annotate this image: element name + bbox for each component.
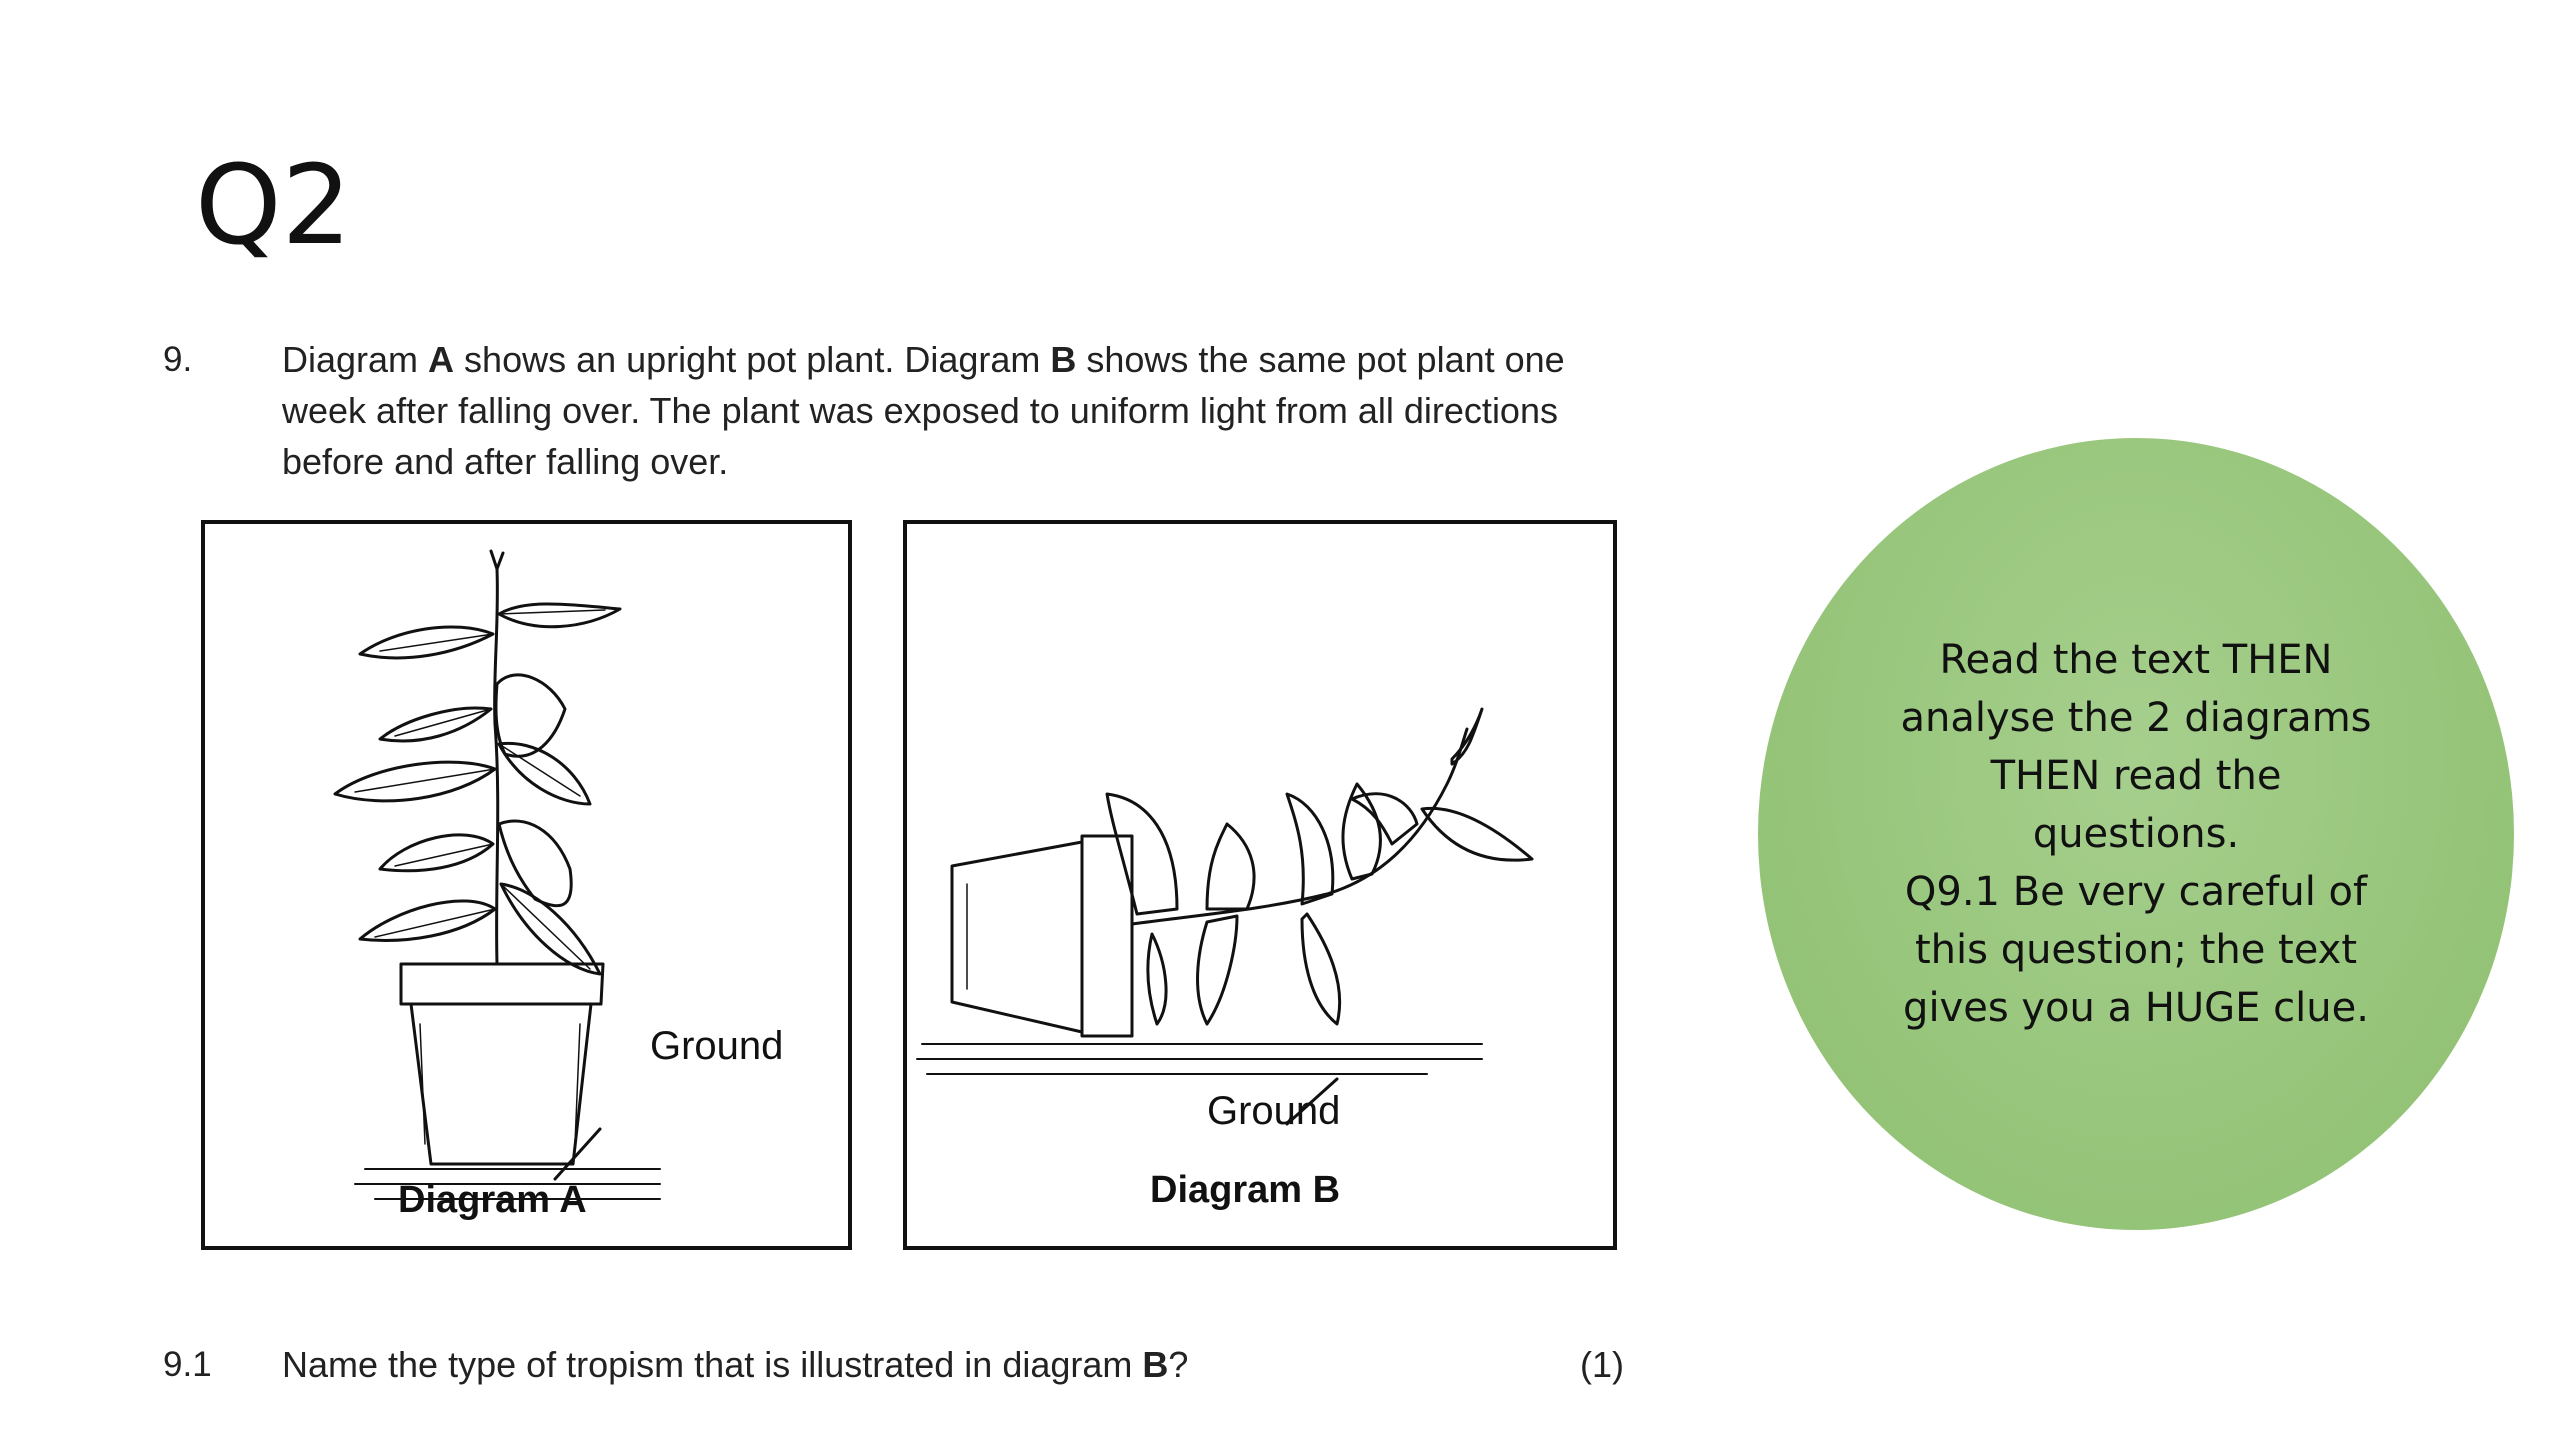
diagram-b-frame — [903, 520, 1617, 1250]
diagram-a-frame — [201, 520, 852, 1250]
question-text-bold-b: B — [1050, 339, 1077, 380]
subquestion-marks: (1) — [1580, 1344, 1624, 1385]
tip-line-2: Q9.1 Be very careful of this question; the text gives you a HUGE clue. — [1903, 869, 2369, 1031]
upright-plant-illustration — [205, 524, 848, 1246]
diagram-b-ground-label: Ground — [1207, 1089, 1341, 1133]
question-text-part: shows the same pot plant one week after falling over. The plant was exposed to uniform light from all directions before and after falling over. — [282, 339, 1565, 482]
diagram-a-caption: Diagram A — [398, 1179, 587, 1221]
tip-line-1: Read the text THEN analyse the 2 diagrams THEN read the questions. — [1900, 637, 2372, 857]
question-text-bold-a: A — [428, 339, 455, 380]
fallen-plant-illustration — [907, 524, 1613, 1246]
subquestion-number: 9.1 — [163, 1345, 212, 1384]
question-text — [282, 334, 1622, 487]
subquestion-text — [282, 1344, 1188, 1386]
subquestion-text-bold: B — [1142, 1344, 1169, 1385]
slide-title: Q2 — [195, 141, 352, 269]
question-text-part: Diagram — [282, 339, 429, 380]
subquestion-text-main: Name the type of tropism that is illustrated in diagram — [282, 1344, 1143, 1385]
question-number: 9. — [163, 340, 193, 379]
subquestion-text-suffix: ? — [1168, 1344, 1189, 1385]
diagram-b-caption: Diagram B — [1150, 1169, 1341, 1211]
tip-circle — [1758, 438, 2514, 1230]
tip-text — [1888, 631, 2384, 1037]
question-text-part: shows an upright pot plant. Diagram — [454, 339, 1051, 380]
diagram-a-ground-label: Ground — [650, 1024, 784, 1068]
